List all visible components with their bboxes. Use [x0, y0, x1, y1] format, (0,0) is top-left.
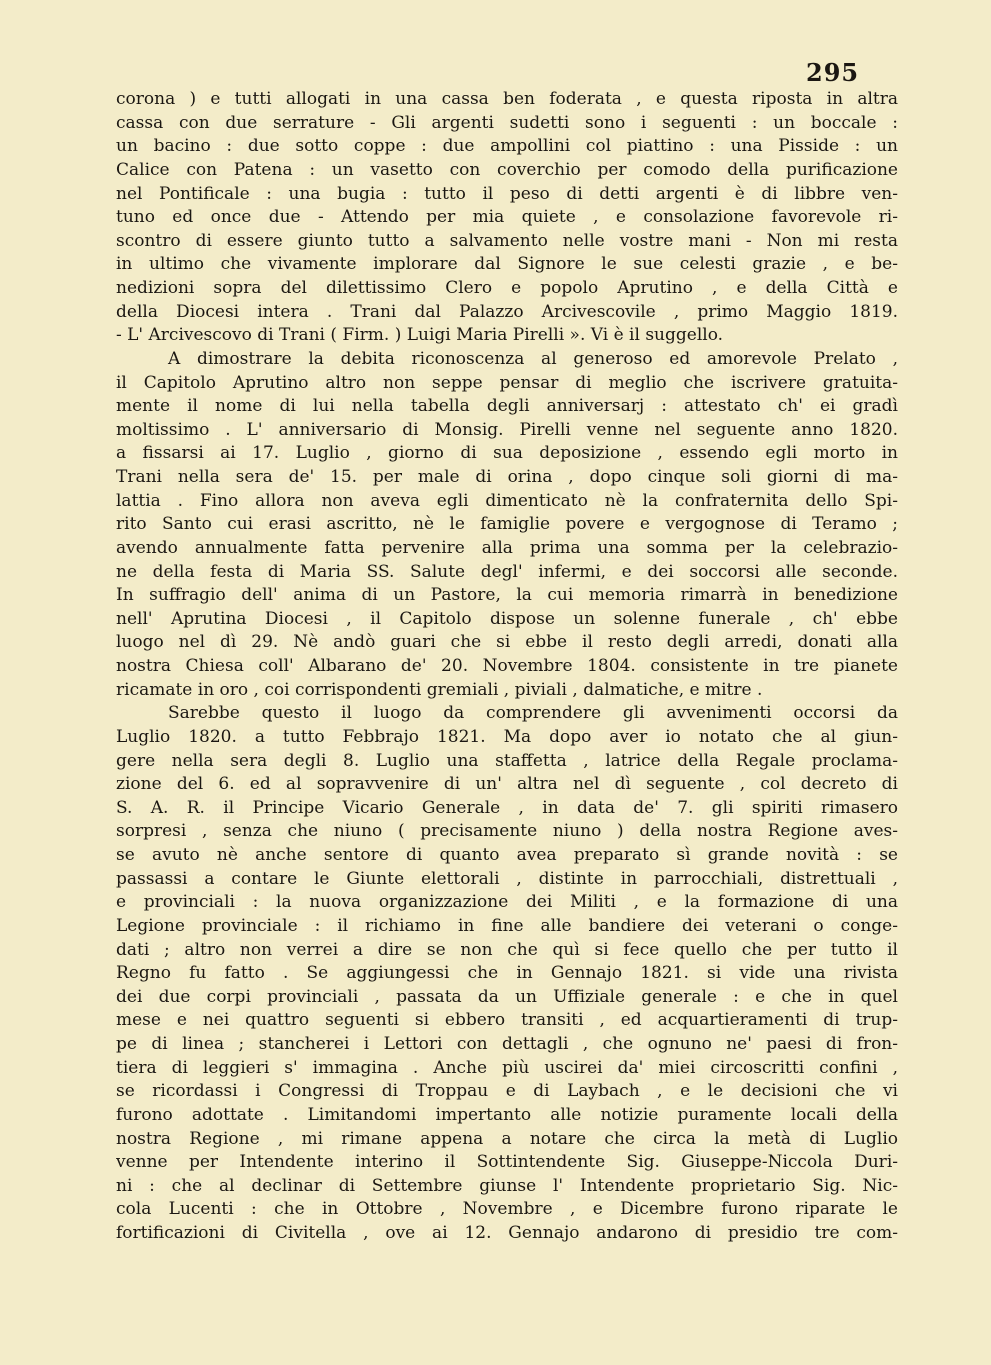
text-line: Trani nella sera de' 15. per male di orina , dopo cinque soli giorni di ma- [116, 467, 898, 487]
text-line: pe di linea ; stancherei i Lettori con dettagli , che ognuno ne' paesi di fron- [116, 1034, 898, 1054]
text-line: corona ) e tutti allogati in una cassa ben foderata , e questa riposta in altra [116, 89, 898, 109]
text-line: tiera di leggieri s' immagina . Anche più uscirei da' miei circoscritti confini , [116, 1057, 898, 1078]
text-line: a fissarsi ai 17. Luglio , giorno di sua deposizione , essendo egli morto in [116, 443, 898, 464]
text-line: furono adottate . Limitandomi impertanto alle notizie puramente locali della [116, 1104, 898, 1125]
paragraph-start-line: A dimostrare la debita riconoscenza al generoso ed amorevole Prelato , [168, 348, 898, 369]
text-line: avendo annualmente fatta pervenire alla prima una somma per la celebrazio- [116, 537, 898, 558]
text-line: passassi a contare le Giunte elettorali , distinte in parrocchiali, distrettuali , [116, 868, 898, 889]
text-line: mese e nei quattro seguenti si ebbero transiti , ed acquartieramenti di trup- [116, 1010, 898, 1031]
text-line: zione del 6. ed al sopravvenire di un' altra nel dì seguente , col decreto di [116, 774, 898, 795]
text-line: fortificazioni di Civitella , ove ai 12. Gennajo andarono di presidio tre com- [116, 1223, 898, 1243]
text-line: In suffragio dell' anima di un Pastore, la cui memoria rimarrà in benedizione [116, 585, 898, 606]
text-line: mente il nome di lui nella tabella degli anniversarj : attestato ch' ei gradì [116, 396, 898, 417]
text-line: Regno fu fatto . Se aggiungessi che in Gennajo 1821. si vide una rivista [116, 963, 898, 984]
text-line: venne per Intendente interino il Sottintendente Sig. Giuseppe-Niccola Duri- [116, 1152, 898, 1173]
text-line: ne della festa di Maria SS. Salute degl' infermi, e dei soccorsi alle seconde. [116, 561, 898, 582]
body-text [116, 88, 898, 1246]
text-line: - L' Arcivescovo di Trani ( Firm. ) Luigi Maria Pirelli ». Vi è il suggello. [116, 325, 724, 346]
text-line: S. A. R. il Principe Vicario Generale , in data de' 7. gli spiriti rimasero [116, 797, 898, 818]
text-line: ni : che al declinar di Settembre giunse l' Intendente proprietario Sig. Nic- [116, 1175, 898, 1196]
text-line: un bacino : due sotto coppe : due ampollini col piattino : una Pisside : un [116, 136, 898, 157]
paragraph-start-line: Sarebbe questo il luogo da comprendere gli avvenimenti occorsi da [168, 703, 898, 724]
text-line: Luglio 1820. a tutto Febbrajo 1821. Ma dopo aver io notato che al giun- [116, 726, 898, 747]
text-line: sorpresi , senza che niuno ( precisamente niuno ) della nostra Regione aves- [116, 821, 898, 842]
text-line: cassa con due serrature - Gli argenti sudetti sono i seguenti : un boccale : [116, 112, 898, 133]
text-line: il Capitolo Aprutino altro non seppe pensar di meglio che iscrivere gratuita- [116, 372, 898, 393]
text-line: gere nella sera degli 8. Luglio una staffetta , latrice della Regale proclama- [116, 750, 898, 771]
text-line: nedizioni sopra del dilettissimo Clero e popolo Aprutino , e della Città e [116, 278, 898, 298]
text-line: ricamate in oro , coi corrispondenti gremiali , piviali , dalmatiche, e mitre . [116, 679, 763, 700]
text-line: dati ; altro non verrei a dire se non che quì si fece quello che per tutto il [116, 939, 898, 960]
text-line: e provinciali : la nuova organizzazione dei Militi , e la formazione di una [116, 892, 898, 913]
text-line: nostra Chiesa coll' Albarano de' 20. Novembre 1804. consistente in tre pianete [116, 656, 898, 676]
text-line: rito Santo cui erasi ascritto, nè le famiglie povere e vergognose di Teramo ; [116, 514, 898, 535]
text-line: Legione provinciale : il richiamo in fine alle bandiere dei veterani o conge- [116, 915, 898, 936]
text-line: nel Pontificale : una bugia : tutto il peso di detti argenti è di libbre ven- [116, 183, 898, 204]
text-line: moltissimo . L' anniversario di Monsig. Pirelli venne nel seguente anno 1820. [116, 419, 898, 440]
text-line: nell' Aprutina Diocesi , il Capitolo dispose un solenne funerale , ch' ebbe [116, 608, 898, 629]
text-line: della Diocesi intera . Trani dal Palazzo Arcivescovile , primo Maggio 1819. [116, 301, 898, 322]
text-line: scontro di essere giunto tutto a salvamento nelle vostre mani - Non mi resta [116, 230, 898, 251]
text-line: se avuto nè anche sentore di quanto avea preparato sì grande novità : se [116, 845, 898, 865]
text-line: dei due corpi provinciali , passata da un Uffiziale generale : e che in quel [116, 986, 898, 1007]
text-line: nostra Regione , mi rimane appena a notare che circa la metà di Luglio [116, 1128, 898, 1149]
text-line: luogo nel dì 29. Nè andò guari che si ebbe il resto degli arredi, donati alla [116, 632, 898, 653]
text-line: in ultimo che vivamente implorare dal Signore le sue celesti grazie , e be- [116, 254, 898, 275]
text-line: lattia . Fino allora non aveva egli dimenticato nè la confraternita dello Spi- [116, 490, 898, 511]
page-number: 295 [806, 58, 860, 87]
text-line: se ricordassi i Congressi di Troppau e di Laybach , e le decisioni che vi [116, 1081, 898, 1102]
text-line: cola Lucenti : che in Ottobre , Novembre , e Dicembre furono riparate le [116, 1199, 898, 1220]
text-line: tuno ed once due - Attendo per mia quiete , e consolazione favorevole ri- [116, 207, 898, 228]
text-line: Calice con Patena : un vasetto con coverchio per comodo della purificazione [116, 159, 898, 180]
